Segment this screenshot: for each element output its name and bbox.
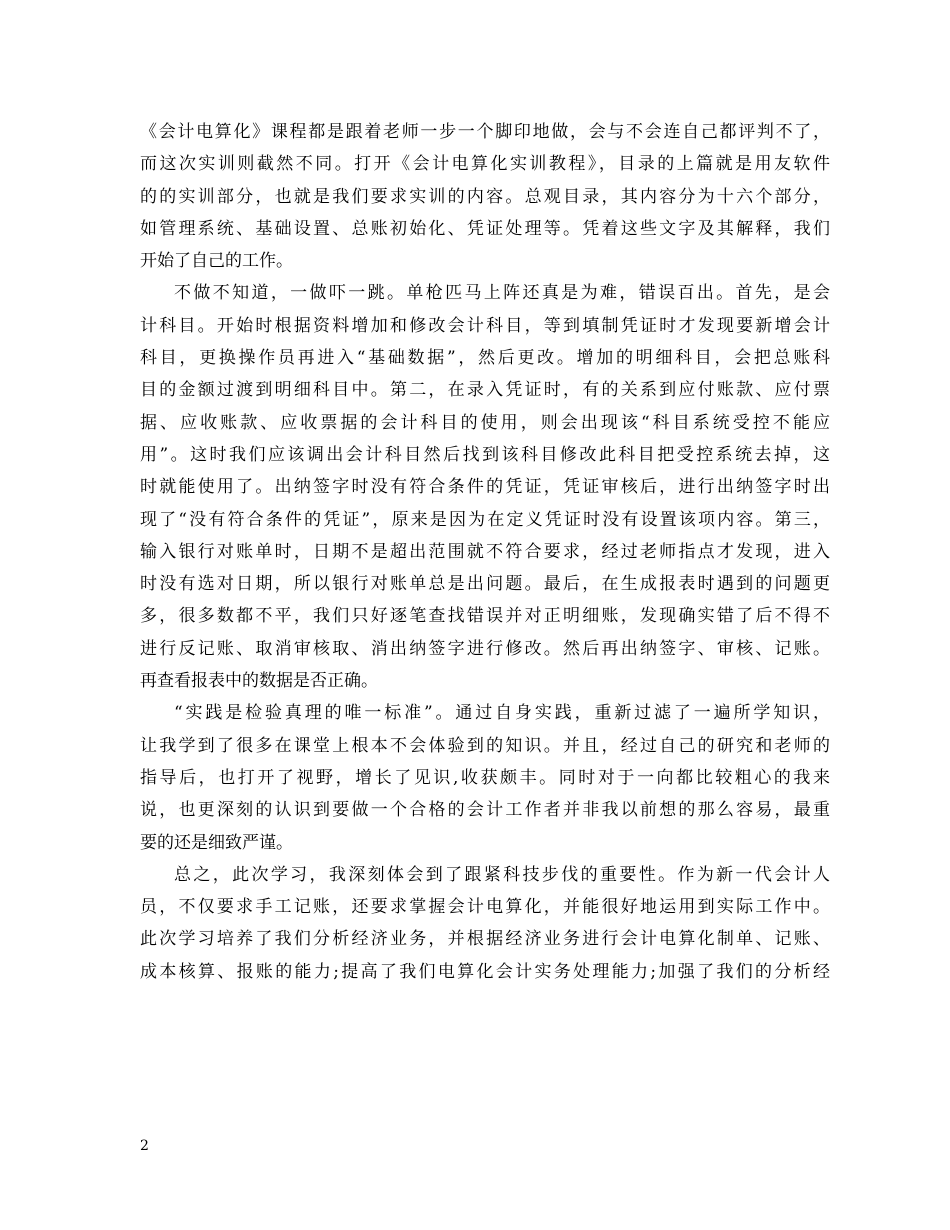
paragraph-first-line: 不做不知道，一做吓一跳。单枪匹马上阵还真是为难，错误百出。首先，是会 [174,283,830,304]
text-line: 多，很多数都不平，我们只好逐笔查找错误并对正明细账，发现确实错了后不得不 [140,606,830,627]
text-line: 成本核算、报账的能力;提高了我们电算化会计实务处理能力;加强了我们的分析经 [140,961,830,982]
text-line: 此次学习培养了我们分析经济业务，并根据经济业务进行会计电算化制单、记账、 [140,929,830,950]
text-line: 如管理系统、基础设置、总账初始化、凭证处理等。凭着这些文字及其解释，我们 [140,218,830,239]
page-number: 2 [140,1138,149,1154]
text-line: 时没有选对日期，所以银行对账单总是出问题。最后，在生成报表时遇到的问题更 [140,574,830,595]
text-line: 目的金额过渡到明细科目中。第二，在录入凭证时，有的关系到应付账款、应付票 [140,380,830,401]
text-line: 科目，更换操作员再进入“基础数据”，然后更改。增加的明细科目，会把总账科 [140,348,830,369]
text-line: 现了“没有符合条件的凭证”，原来是因为在定义凭证时没有设置该项内容。第三， [140,509,830,530]
text-line: 再查看报表中的数据是否正确。 [140,671,378,692]
text-line: 计科目。开始时根据资料增加和修改会计科目，等到填制凭证时才发现要新增会计 [140,315,830,336]
text-line: 要的还是细致严谨。 [140,832,293,853]
text-line: 开始了自己的工作。 [140,251,293,272]
text-line: 的的实训部分，也就是我们要求实训的内容。总观目录，其内容分为十六个部分， [140,186,830,207]
text-line: 用”。这时我们应该调出会计科目然后找到该科目修改此科目把受控系统去掉，这 [140,444,830,465]
text-line: 让我学到了很多在课堂上根本不会体验到的知识。并且，经过自己的研究和老师的 [140,735,830,756]
text-line: 进行反记账、取消审核取、消出纳签字进行修改。然后再出纳签字、审核、记账。 [140,638,830,659]
text-line: 指导后，也打开了视野，增长了见识,收获颇丰。同时对于一向都比较粗心的我来 [140,767,830,788]
text-line: 《会计电算化》课程都是跟着老师一步一个脚印地做，会与不会连自己都评判不了， [140,122,830,142]
paragraph-first-line: “实践是检验真理的唯一标准”。通过自身实践，重新过滤了一遍所学知识， [174,703,830,724]
text-line: 说，也更深刻的认识到要做一个合格的会计工作者并非我以前想的那么容易，最重 [140,800,830,821]
text-line: 而这次实训则截然不同。打开《会计电算化实训教程》，目录的上篇就是用友软件 [140,154,830,175]
paragraph-first-line: 总之，此次学习，我深刻体会到了跟紧科技步伐的重要性。作为新一代会计人 [174,864,830,885]
text-line: 据、应收账款、应收票据的会计科目的使用，则会出现该“科目系统受控不能应 [140,412,830,433]
body-text [140,116,830,988]
text-line: 输入银行对账单时，日期不是超出范围就不符合要求，经过老师指点才发现，进入 [140,541,830,562]
text-line: 员，不仅要求手工记账，还要求掌握会计电算化，并能很好地运用到实际工作中。 [140,897,830,918]
text-line: 时就能使用了。出纳签字时没有符合条件的凭证，凭证审核后，进行出纳签字时出 [140,477,830,498]
